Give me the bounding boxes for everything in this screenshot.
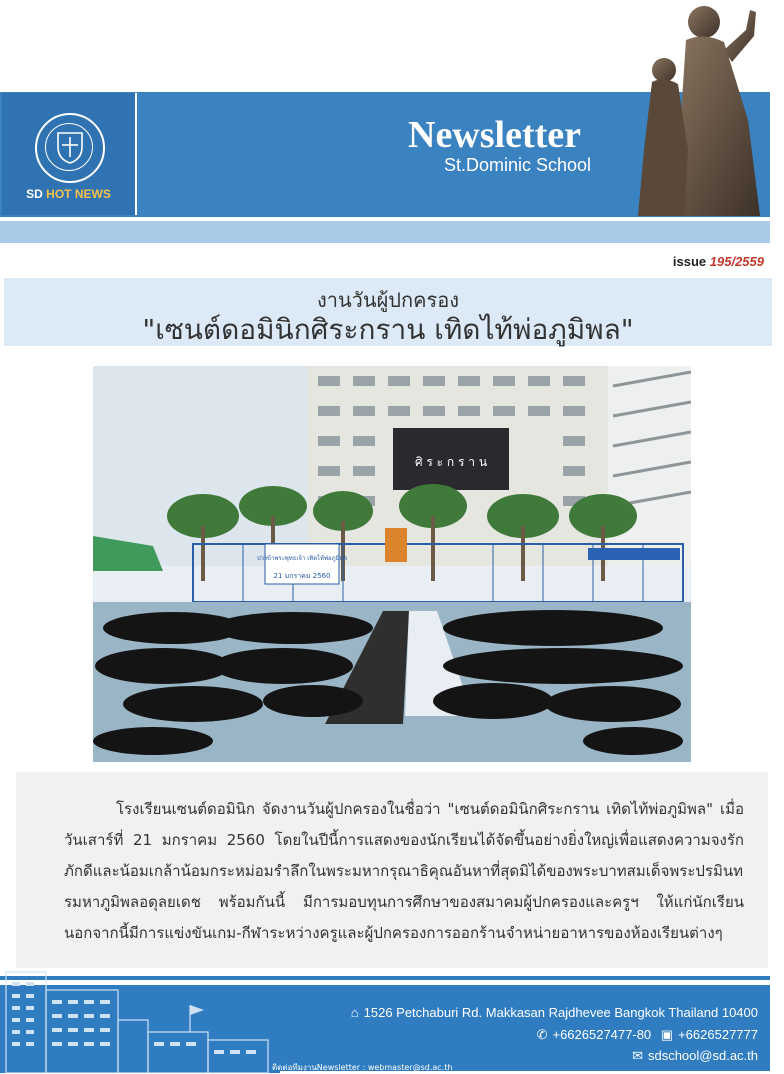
header-divider-band bbox=[0, 221, 770, 243]
newsletter-title: Newsletter bbox=[408, 114, 582, 156]
building-banner-text: ศิ ร ะ ก ร า น bbox=[414, 455, 488, 469]
footer-address: ⌂ 1526 Petchaburi Rd. Makkasan Rajdhevee Bangkok Thailand 10400 bbox=[350, 1005, 758, 1020]
issue-number: issue 195/2559 bbox=[672, 254, 764, 269]
headline-line2: "เซนต์ดอมินิกศิระกราน เทิดไท้พ่อภูมิพล" bbox=[142, 313, 634, 346]
newsletter-subtitle: St.Dominic School bbox=[444, 155, 592, 175]
school-seal-logo bbox=[35, 113, 105, 183]
article-body bbox=[16, 772, 768, 968]
fax-icon: ▣ bbox=[660, 1027, 674, 1042]
footer-phone: ✆ +6626527477-80 ▣ +6626527777 bbox=[536, 1027, 758, 1042]
phone-icon: ✆ bbox=[536, 1027, 548, 1042]
footer-contact: ติดต่อทีมงานNewsletter : webmaster@sd.ac.th bbox=[272, 1063, 453, 1072]
mail-icon: ✉ bbox=[632, 1048, 643, 1063]
hot-news-label: SD HOT NEWS bbox=[26, 187, 111, 201]
school-buildings-graphic bbox=[0, 960, 280, 1073]
article-paragraph: โรงเรียนเซนต์ดอมินิก จัดงานวันผู้ปกครองในชื่อว่า "เซนต์ดอมินิกศิระกราน เทิดไท้พ่อภูมิพล" เมื่อวันเสาร์ที่ 21 มกราคม 2560 โดยในปีนี้การแสดงของนักเรียนได้จัดขึ้นอย่างยิ่งใหญ่เพื่อแสดงความจงรักภักดีและน้อมเกล้าน้อมกระหม่อมรำลึกในพระมหากรุณาธิคุณอันหาที่สุดมิได้ของพระบาทสมเด็จพระปรมินทรมหาภูมิพลอดุลยเดช พร้อมกันนี้ มีการมอบทุนการศึกษาของสมาคมผู้ปกครองและครูฯ ให้แก่นักเรียน นอกจากนี้มีการแข่งขันเกม-กีฬาระหว่างครูและผู้ปกครองการออกร้านจำหน่ายอาหารของห้องเรียนต่างๆ bbox=[64, 800, 744, 942]
photo-banner-text: ปวงข้าพระพุทธเจ้า เทิดไท้พ่อภูมิพล bbox=[256, 555, 348, 562]
footer-email[interactable]: ✉ sdschool@sd.ac.th bbox=[632, 1048, 758, 1063]
statue-image bbox=[628, 0, 784, 216]
home-icon: ⌂ bbox=[350, 1005, 359, 1020]
headline-line1: งานวันผู้ปกครอง bbox=[317, 288, 459, 312]
event-photo bbox=[93, 366, 691, 762]
photo-banner-date: 21 มกราคม 2560 bbox=[273, 572, 331, 580]
headline-box bbox=[4, 278, 772, 346]
logo-panel bbox=[2, 93, 137, 215]
